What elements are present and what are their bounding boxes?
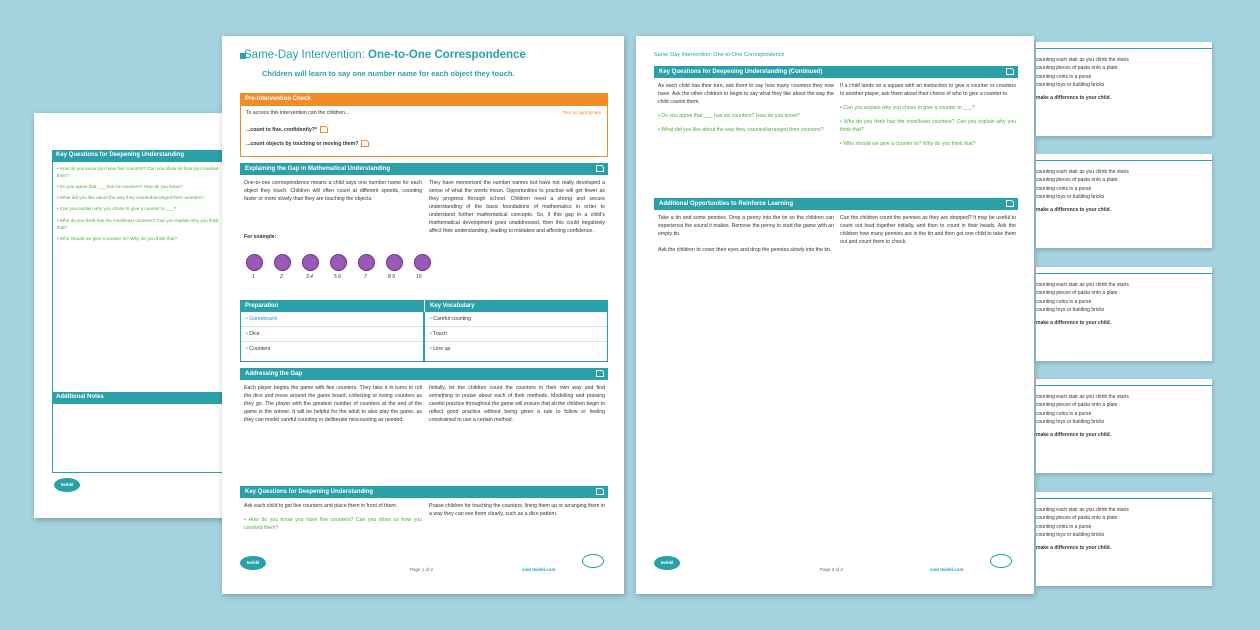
key-questions-col-2: Praise children for touching the counters, lining them up or arranging them in a way they can see them clearly, such as a dice pattern.	[429, 503, 605, 518]
counting-number: 7	[364, 274, 367, 280]
counter-dot	[246, 254, 263, 271]
page-number: Page 2 of 2	[820, 567, 844, 572]
gap-col-1: One-to-one correspondence means a child says one number name for each object they touch. Children will often count at different speeds, counting faster or more slowly than they are touching the objects.	[244, 180, 422, 203]
key-question: • Who do you think has the most/least counters? Can you explain why you think that?	[840, 119, 1016, 134]
slip-divider	[1036, 48, 1212, 49]
corner-icon	[596, 165, 604, 172]
continued-col-2: If a child lands on a square with an instruction to give a counter or counters to another player, ask them about their choice of who to give a counter to. • Can you explain why you chose to give a counter to ___? • Who do you think has the most/least counters? Can you explain why you think that? • Who should we give a counter to? Why do you think that?	[840, 83, 1016, 148]
key-question: • What did you like about the way they counted/arranged their counters?	[658, 127, 824, 134]
slip-text: counting each stair as you climb the stairs counting pieces of pasta onto a plate counting coins in a purse counting toys or building bricks make a difference to your child.	[1036, 57, 1129, 101]
counter-dots	[246, 254, 431, 271]
list-item: • Do you agree that ___ has six counters? How do you know?	[57, 184, 183, 190]
prep-vocab-header	[240, 300, 608, 312]
vocabulary-title: Key Vocabulary	[424, 300, 608, 312]
badge-icon	[990, 554, 1012, 568]
key-questions-title: Key Questions for Deepening Understanding	[245, 489, 374, 495]
list-item: • Careful counting	[425, 312, 607, 327]
addressing-col-2: Initially, let the children count the counters in their own way and find something to praise about each of their methods. Modelling and praising careful practice throughout the game will ensure that all the children begin to reflect good practice without being given a rule to follow or feeling constrained to use a certain method.	[429, 385, 605, 424]
tick-box-icon[interactable]	[320, 126, 328, 133]
reinforce-col-1: Take a tin and some pennies. Drop a penny into the tin so the children can experience the sound it makes. Remove the penny to start the game with an empty tin. Ask the children to cover their eyes and drop the pennies slowly into the tin.	[658, 215, 834, 254]
addressing-col-1: Each player begins the game with five counters. They take it in turns to roll the dice and move around the game board, collecting or losing counters as they go. The player with the greatest number of counters at the end of the game is the winner. It will be helpful for the adult to also play the game, as they can model careful counting or deliberate miscounting as needed.	[244, 385, 422, 424]
slip-text: counting each stair as you climb the stairs counting pieces of pasta onto a plate counting coins in a purse counting toys or building bricks make a difference to your child.	[1036, 394, 1129, 438]
worksheet-page-2	[636, 36, 1034, 594]
preparation-list	[240, 312, 424, 362]
continued-questions-bar	[654, 66, 1018, 78]
slip-card	[1036, 492, 1212, 586]
key-questions-col-1: Ask each child to get five counters and place them in front of them. • How do you know you have five counters? Can you show us how you counted them?	[244, 503, 422, 532]
page-2-header: Same-Day Intervention: One-to-One Correspondence	[654, 52, 785, 58]
counter-dot	[358, 254, 375, 271]
reinforce-col-2: Can the children count the pennies as they are dropped? It may be useful to count out loud together initially, and then to count in their heads. Ask the children how many pennies are in the tin and then get one child to take them out and count them to check.	[840, 215, 1016, 246]
back-page-notes-box	[52, 403, 234, 473]
slip-text: counting each stair as you climb the stairs counting pieces of pasta onto a plate counting coins in a purse counting toys or building bricks make a difference to your child.	[1036, 507, 1129, 551]
twinkl-link[interactable]: visit twinkl.com	[522, 567, 556, 572]
back-page-questions-title: Key Questions for Deepening Understanding	[56, 152, 185, 158]
reinforce-bar	[654, 198, 1018, 210]
gap-section-title: Explaining the Gap in Mathematical Understanding	[245, 166, 391, 172]
slip-card	[1036, 379, 1212, 473]
slip-divider	[1036, 498, 1212, 499]
continued-col-1: As each child has their turn, ask them to say how many counters they now have. Ask the other children to begin to say what they like about the way the child counts them. • Do you agree that ___ has six counters? How do you know? • What did you like about the way they counted/arranged their counters?	[658, 83, 834, 134]
page-subtitle: Children will learn to say one number name for each object they touch.	[262, 69, 515, 78]
slip-divider	[1036, 385, 1212, 386]
pre-check-question: ...count to five, confidently?*	[246, 126, 602, 135]
list-item: • Counters	[246, 346, 271, 352]
pre-check-box	[240, 105, 608, 157]
slip-card	[1036, 42, 1212, 136]
pre-check-title: Pre-Intervention Check	[245, 96, 311, 102]
example-label: For example:	[244, 234, 277, 240]
counter-dot	[414, 254, 431, 271]
pre-check-intro: To access this intervention can the children...	[246, 110, 350, 116]
addressing-section-bar	[240, 368, 608, 380]
slip-card	[1036, 154, 1212, 248]
list-item: • Who do you think has the most/least counters? Can you explain why you think that?	[57, 217, 219, 230]
corner-icon	[1006, 200, 1014, 207]
slip-divider	[1036, 273, 1212, 274]
continued-questions-title: Key Questions for Deepening Understanding (Continued)	[659, 69, 823, 75]
list-item: • Touch	[425, 327, 607, 342]
back-page	[34, 113, 234, 518]
list-item: • Who should we give a counter to? Why do you think that?	[57, 235, 178, 241]
corner-icon	[596, 370, 604, 377]
counting-number: 8 9	[388, 274, 395, 280]
counter-dot	[302, 254, 319, 271]
corner-icon	[1006, 68, 1014, 75]
counting-numbers	[246, 274, 426, 282]
gap-col-2: They have memorised the number names but have not really developed a sense of what the words mean. Opportunities to practise will get fewer as they progress through school. Children need a strong and secure understanding of the basic foundations of mathematics in order to understand further mathematical concepts. So, if this gap in a child's mathematical development goes unaddressed, then this could negatively affect their understanding, leading to mistakes and affecting confidence.	[429, 180, 605, 235]
key-questions-bar	[240, 486, 608, 498]
counter-dot	[386, 254, 403, 271]
twinkl-link[interactable]: visit twinkl.com	[930, 567, 964, 572]
reinforce-title: Additional Opportunities to Reinforce Learning	[659, 201, 794, 207]
page-number: Page 1 of 2	[410, 567, 434, 572]
list-item: • How do you know you have five counters? Can you show us how you counted them?	[57, 166, 219, 179]
key-question: • Can you explain why you chose to give a counter to ___?	[840, 105, 975, 112]
back-page-questions-bar	[52, 150, 234, 161]
slip-text: counting each stair as you climb the stairs counting pieces of pasta onto a plate counting coins in a purse counting toys or building bricks make a difference to your child.	[1036, 169, 1129, 213]
page-title: Same-Day Intervention: One-to-One Correspondence	[244, 49, 526, 61]
counting-number: 10	[416, 274, 422, 280]
list-item: • Line up	[430, 346, 451, 352]
back-page-question-list	[52, 161, 234, 393]
vocabulary-list	[424, 312, 608, 362]
twinkl-logo: twinkl	[654, 556, 680, 570]
key-question: • Who should we give a counter to? Why do you think that?	[840, 141, 976, 148]
list-item: • What did you like about the way they counted/arranged their counters?	[57, 195, 204, 201]
counter-dot	[330, 254, 347, 271]
back-page-notes-bar	[52, 392, 234, 403]
back-page-notes-title: Additional Notes	[56, 394, 104, 400]
badge-icon	[582, 554, 604, 568]
list-item: • Dice	[241, 327, 423, 342]
tick-box-icon[interactable]	[361, 140, 369, 147]
slip-card	[1036, 267, 1212, 361]
counting-number: 5 6	[334, 274, 341, 280]
reinforcement-slips	[1036, 42, 1212, 587]
key-question: • Do you agree that ___ has six counters? How do you know?	[658, 113, 800, 120]
pre-check-question: ...count objects by touching or moving them?	[246, 140, 602, 149]
key-question: • How do you know you have five counters? Can you show us how you counted them?	[244, 517, 422, 532]
pre-check-bar	[240, 93, 608, 105]
preparation-title: Preparation	[240, 300, 424, 312]
counting-number: 3 4	[306, 274, 313, 280]
slip-text: counting each stair as you climb the stairs counting pieces of pasta onto a plate counting coins in a purse counting toys or building bricks make a difference to your child.	[1036, 282, 1129, 326]
twinkl-logo: twinkl	[54, 478, 80, 492]
counting-number: 2	[280, 274, 283, 280]
twinkl-logo: twinkl	[240, 556, 266, 570]
tick-note: Tick as appropriate	[562, 110, 601, 115]
slip-divider	[1036, 160, 1212, 161]
counter-dot	[274, 254, 291, 271]
list-item: • Gameboard	[241, 312, 423, 327]
counting-number: 1	[252, 274, 255, 280]
worksheet-page-1	[222, 36, 624, 594]
corner-icon	[596, 488, 604, 495]
gap-section-bar	[240, 163, 608, 175]
list-item: • Can you explain why you chose to give a counter to ___?	[57, 206, 177, 212]
addressing-section-title: Addressing the Gap	[245, 371, 303, 377]
